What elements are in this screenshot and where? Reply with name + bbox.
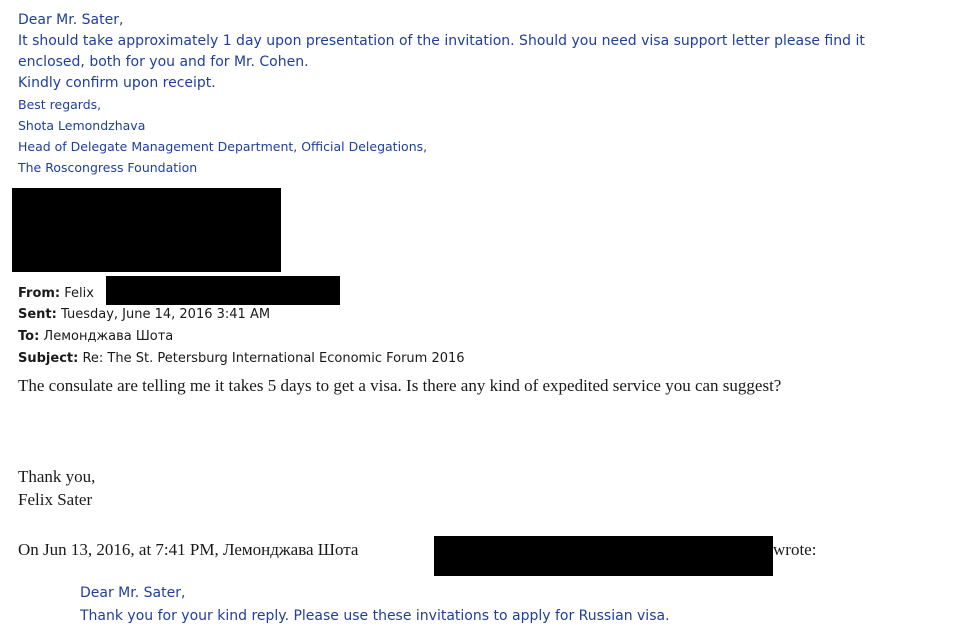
message-body: The consulate are telling me it takes 5 days to get a visa. Is there any kind of expedited service you can suggest?: [18, 376, 782, 395]
header-subject: [18, 349, 465, 369]
redaction-block-signature: [12, 188, 281, 272]
to-value: Лемонджава Шота: [43, 329, 174, 344]
subject-label: Subject:: [18, 351, 79, 366]
signature-title: Head of Delegate Management Department, Official Delegations,: [18, 139, 428, 154]
message-sender: Felix Sater: [18, 490, 93, 509]
reply-line-2: enclosed, both for you and for Mr. Cohen.: [18, 54, 309, 70]
sent-value: Tuesday, June 14, 2016 3:41 AM: [61, 307, 271, 322]
redaction-block-from-email: [106, 276, 340, 305]
quote-suffix: wrote:: [773, 540, 817, 559]
header-sent: [18, 305, 270, 325]
quote-intro: On Jun 13, 2016, at 7:41 PM, Лемонджава Шота: [18, 540, 359, 559]
reply-line-3: Kindly confirm upon receipt.: [18, 75, 216, 91]
quoted-greeting: Dear Mr. Sater,: [80, 585, 186, 601]
header-from: [18, 284, 94, 304]
reply-signoff: Best regards,: [18, 97, 102, 112]
signature-org: The Roscongress Foundation: [18, 160, 198, 175]
header-to: [18, 327, 173, 347]
redaction-block-quote-email: [434, 536, 773, 576]
quoted-line-1: Thank you for your kind reply. Please use these invitations to apply for Russian visa.: [80, 608, 670, 624]
from-label: From:: [18, 286, 61, 301]
reply-message: [18, 10, 968, 178]
reply-line-1: It should take approximately 1 day upon presentation of the invitation. Should you need visa support letter please find it: [18, 33, 865, 49]
subject-value: Re: The St. Petersburg International Economic Forum 2016: [82, 351, 465, 366]
from-value: Felix: [64, 286, 94, 301]
message-thanks: Thank you,: [18, 467, 96, 486]
sent-label: Sent:: [18, 307, 57, 322]
signature-name: Shota Lemondzhava: [18, 118, 146, 133]
to-label: To:: [18, 329, 40, 344]
reply-greeting: Dear Mr. Sater,: [18, 12, 124, 28]
